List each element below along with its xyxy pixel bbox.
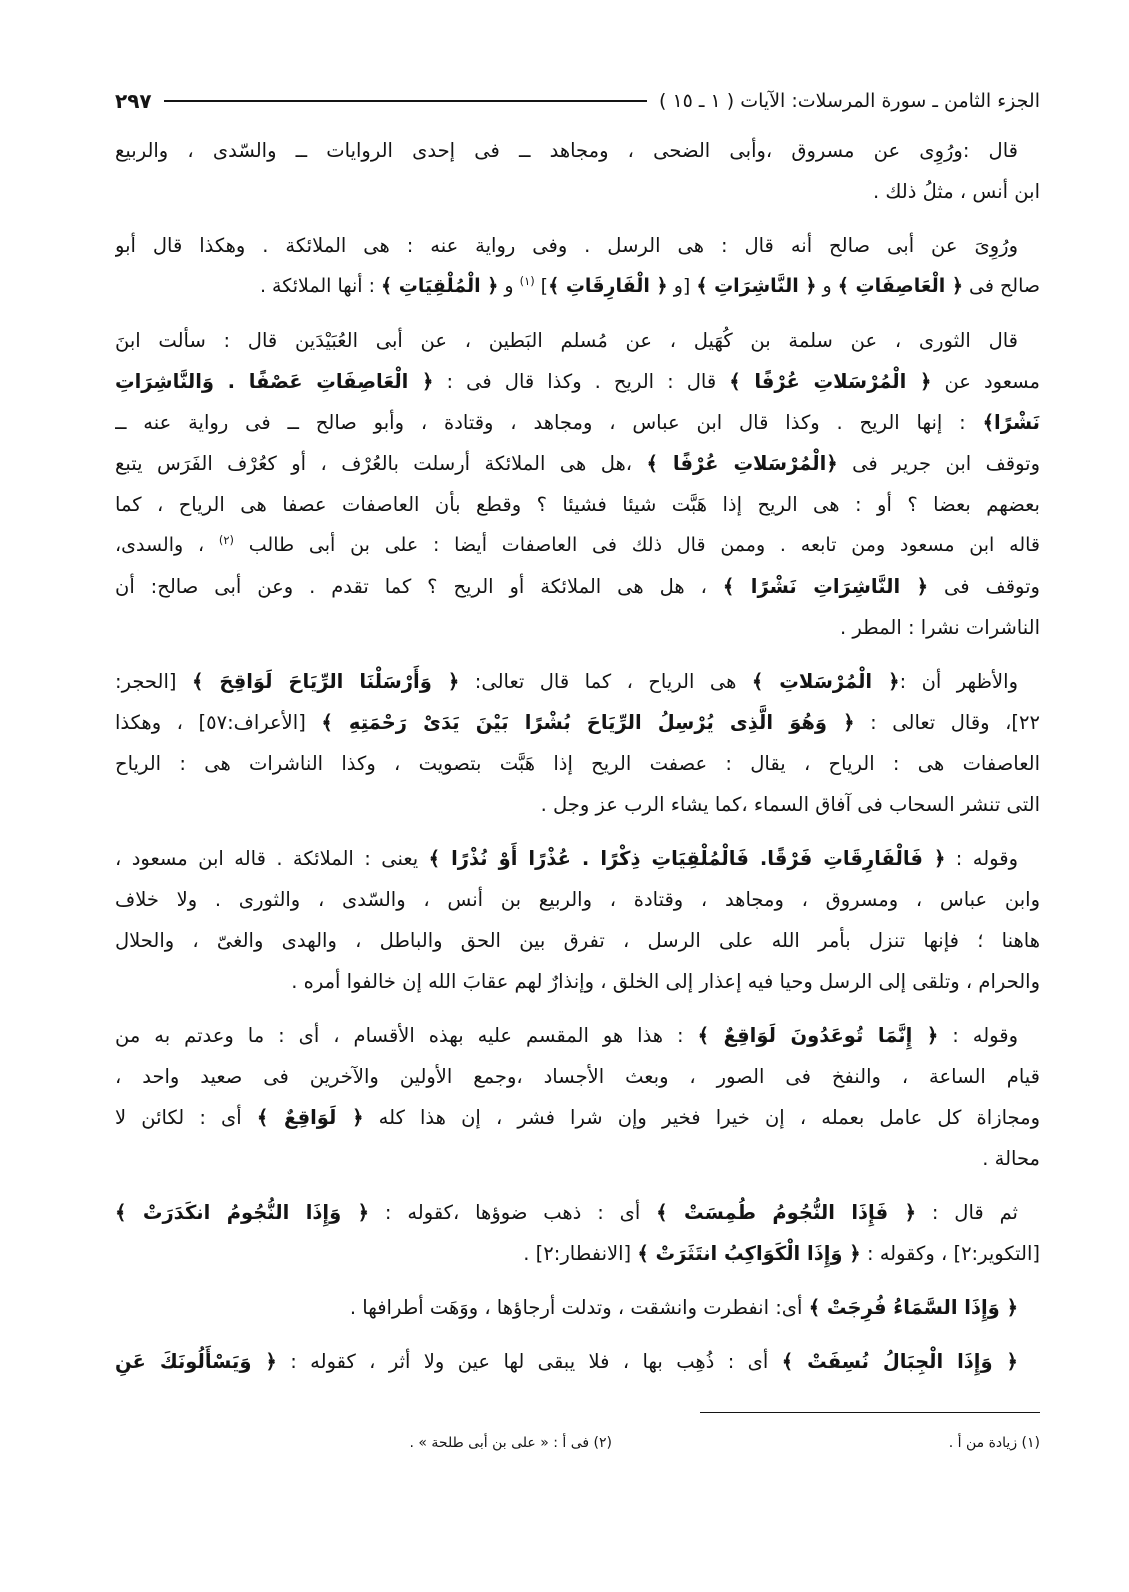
quran-verse: ﴿ وَيَسْأَلُونَكَ عَنِ: [115, 1350, 277, 1373]
body-text: و: [498, 275, 520, 297]
text-line: [115, 1015, 1040, 1056]
body-text: صالح فى: [963, 275, 1040, 297]
text-line: [115, 361, 1040, 402]
quran-verse: ﴿ الْعَاصِفَاتِ عَصْفًا . وَالنَّاشِرَاتِ: [115, 370, 434, 393]
text-line: [115, 1341, 1040, 1382]
text-line: [115, 443, 1040, 484]
body-text: وتوقف ابن جرير فى: [837, 452, 1040, 475]
paragraph: [115, 838, 1040, 1002]
running-head: [115, 86, 1040, 116]
body-text: ، والسدى،: [115, 534, 219, 556]
text-line: قيام الساعة ، والنفخ فى الصور ، وبعث الأجساد ،وجمع الأولين والآخرين فى صعيد واحد ،: [115, 1065, 1040, 1088]
quran-verse: ﴿ الْمُرْسَلاتِ ﴾: [751, 670, 900, 693]
quran-verse: ﴿ فَإِذَا النُّجُومُ طُمِسَتْ ﴾: [656, 1201, 917, 1224]
body-text: : هذا هو المقسم عليه بهذه الأقسام ، أى : ما وعدتم به من: [115, 1024, 698, 1047]
body-text: هى الرياح ، كما قال تعالى:: [459, 670, 752, 693]
quran-verse: ﴿ فَالْفَارِقَاتِ فَرْقًا. فَالْمُلْقِيَاتِ ذِكْرًا . عُذْرًا أَوْ نُذْرًا ﴾: [428, 847, 946, 870]
body-text: ومجازاة كل عامل بعمله ، إن خيرا فخير وإن شرا فشر ، إن هذا كله: [363, 1106, 1040, 1129]
quran-verse: ﴿ وَإِذَا الْكَوَاكِبُ انتَثَرَتْ ﴾: [637, 1242, 861, 1265]
text-line: [115, 1192, 1040, 1233]
body-text: قاله ابن مسعود ومن تابعه . وممن قال ذلك فى العاصفات أيضا : على بن أبى طالب: [233, 534, 1040, 556]
quran-verse: ﴿ وَأَرْسَلْنَا الرِّيَاحَ لَوَاقِحَ ﴾: [191, 670, 460, 693]
body-text: والأظهر أن :: [899, 670, 1019, 693]
quran-verse: ﴿ الْفَارِقَاتِ ﴾: [548, 275, 668, 297]
quran-verse: ﴿ وَهُوَ الَّذِى يُرْسِلُ الرِّيَاحَ بُشْرًا بَيْنَ يَدَىْ رَحْمَتِهِ ﴾: [321, 711, 855, 734]
body-text: أى: انفطرت وانشقت ، وتدلت أرجاؤها ، ووَهَت أطرافها .: [349, 1296, 809, 1319]
paragraph: [115, 225, 1040, 307]
body-text: : أنها الملائكة .: [259, 275, 382, 297]
body-text: وقوله :: [938, 1024, 1018, 1047]
text-line: قال الثورى ، عن سلمة بن كُهَيل ، عن مُسلم البَطين ، عن أبى العُبَيْدَين قال : سألت ابنَ: [115, 329, 1018, 352]
quran-verse: ﴿ النَّاشِرَاتِ نَشْرًا ﴾: [722, 575, 929, 598]
body-text: يعنى : الملائكة . قاله ابن مسعود ،: [115, 847, 429, 870]
quran-verse: ﴿ الْمُرْسَلاتِ عُرْفًا ﴾: [729, 370, 932, 393]
footnote: (١) زيادة من أ .: [948, 1435, 1040, 1451]
footnote-marker: (٢): [218, 533, 234, 548]
text-line: [115, 702, 1040, 743]
header-rule: [164, 100, 647, 102]
body-text: [التكوير:٢] ، وكقوله :: [860, 1242, 1040, 1265]
running-title: الجزء الثامن ـ سورة المرسلات: الآيات ( ١ ـ ١٥ ): [658, 90, 1040, 112]
body-text: وقوله :: [945, 847, 1018, 870]
footnote: (٢) فى أ : « على بن أبى طلحة » .: [409, 1435, 612, 1451]
body-text: ،هل هى الملائكة أرسلت بالعُرْف ، أو كعُرْف الفَرَس يتبع: [115, 452, 647, 475]
text-line: الناشرات نشرا : المطر .: [839, 616, 1040, 639]
text-line: بعضهم بعضا ؟ أو : هى الريح إذا هَبَّت شيئا فشيئا ؟ وقطع بأن العاصفات عصفا هى الرياح ، كما: [115, 493, 1040, 516]
text-line: [115, 266, 1040, 307]
quran-verse: ﴿الْمُرْسَلاتِ عُرْفًا ﴾: [646, 452, 838, 475]
body-text: [الأعراف:٥٧] ، وهكذا: [115, 711, 322, 734]
body-text: قال : الريح . وكذا قال فى :: [433, 370, 730, 393]
body-text: أى : لكائن لا: [115, 1106, 257, 1129]
paragraph: [115, 320, 1040, 648]
text-line: [115, 566, 1040, 607]
body-text: أى : ذهب ضوؤها ،كقوله :: [369, 1201, 657, 1224]
body-text: أى : ذُهِب بها ، فلا يبقى لها عين ولا أثر ، كقوله :: [276, 1350, 782, 1373]
paragraph: [115, 130, 1040, 212]
text-line: والحرام ، وتلقى إلى الرسل وحيا فيه إعذار إلى الخلق ، وإنذارٌ لهم عقابَ الله إن خالفوا أمره .: [291, 970, 1040, 993]
body-text: ، هل هى الملائكة أو الريح ؟ كما تقدم . وعن أبى صالح: أن: [115, 575, 723, 598]
paragraph: [115, 661, 1040, 825]
text-line: [115, 525, 1040, 566]
paragraph: [115, 1341, 1040, 1382]
body-text: [الحجر:: [115, 670, 192, 693]
paragraph: [115, 1192, 1040, 1274]
text-line: وابن عباس ، ومسروق ، ومجاهد ، وقتادة ، والربيع بن أنس ، والسّدى ، والثورى . ولا خلاف: [115, 888, 1040, 911]
footnote-rule: [700, 1412, 1040, 1413]
quran-verse: ﴿ الْعَاصِفَاتِ ﴾: [837, 275, 964, 297]
text-line: ابن أنس ، مثلُ ذلك .: [872, 180, 1040, 203]
text-line: التى تنشر السحاب فى آفاق السماء ،كما يشاء الرب عز وجل .: [540, 793, 1040, 816]
body-text: [الانفطار:٢] .: [523, 1242, 638, 1265]
footnote-marker: (١): [519, 274, 535, 289]
text-line: [115, 838, 1040, 879]
text-line: [115, 402, 1040, 443]
body-text: ]: [534, 275, 549, 297]
text-line: العاصفات هى : الرياح ، يقال : عصفت الريح إذا هَبَّت بتصويت ، وكذا الناشرات هى : الرياح: [115, 752, 1040, 775]
quran-verse: ﴿ الْمُلْقِيَاتِ ﴾: [381, 275, 499, 297]
text-line: [115, 661, 1040, 702]
quran-verse: ﴿ إِنَّمَا تُوعَدُونَ لَوَاقِعٌ ﴾: [697, 1024, 939, 1047]
text-line: [115, 1233, 1040, 1274]
quran-verse: ﴿ النَّاشِرَاتِ ﴾: [696, 275, 817, 297]
text-line: ورُوِىَ عن أبى صالح أنه قال : هى الرسل . وفى رواية عنه : هى الملائكة . وهكذا قال أبو: [115, 234, 1018, 257]
body-text: وتوقف فى: [928, 575, 1040, 598]
body-text: و: [816, 275, 838, 297]
paragraph: [115, 1015, 1040, 1179]
body-text-block: [115, 130, 1040, 1382]
text-line: [115, 1097, 1040, 1138]
text-line: محالة .: [982, 1147, 1040, 1170]
body-text: ٢٢]، وقال تعالى :: [854, 711, 1040, 734]
body-text: ثم قال :: [916, 1201, 1018, 1224]
text-line: هاهنا ؛ فإنها تنزل بأمر الله على الرسل ، تفرق بين الحق والباطل ، والهدى والغىّ ، والحلال: [115, 929, 1040, 952]
body-text: : إنها الريح . وكذا قال ابن عباس ، ومجاهد ، وقتادة ، وأبو صالح ــ فى رواية عنه ــ: [115, 411, 983, 434]
quran-verse: ﴿ وَإِذَا السَّمَاءُ فُرِجَتْ ﴾: [808, 1296, 1018, 1319]
quran-verse: ﴿ لَوَاقِعٌ ﴾: [256, 1106, 364, 1129]
body-text: [و: [667, 275, 697, 297]
quran-verse: ﴿ وَإِذَا النُّجُومُ انكَدَرَتْ ﴾: [115, 1201, 370, 1224]
quran-verse: ﴿ وَإِذَا الْجِبَالُ نُسِفَتْ ﴾: [781, 1350, 1018, 1373]
text-line: قال :ورُوِى عن مسروق ،وأبى الضحى ، ومجاهد ــ فى إحدى الروايات ــ والسّدى ، والربيع: [115, 139, 1018, 162]
quran-verse: نَشْرًا﴾: [982, 411, 1040, 434]
paragraph: [115, 1287, 1040, 1328]
text-line: [115, 1287, 1040, 1328]
page-number: ٢٩٧: [115, 89, 152, 113]
body-text: مسعود عن: [931, 370, 1040, 393]
